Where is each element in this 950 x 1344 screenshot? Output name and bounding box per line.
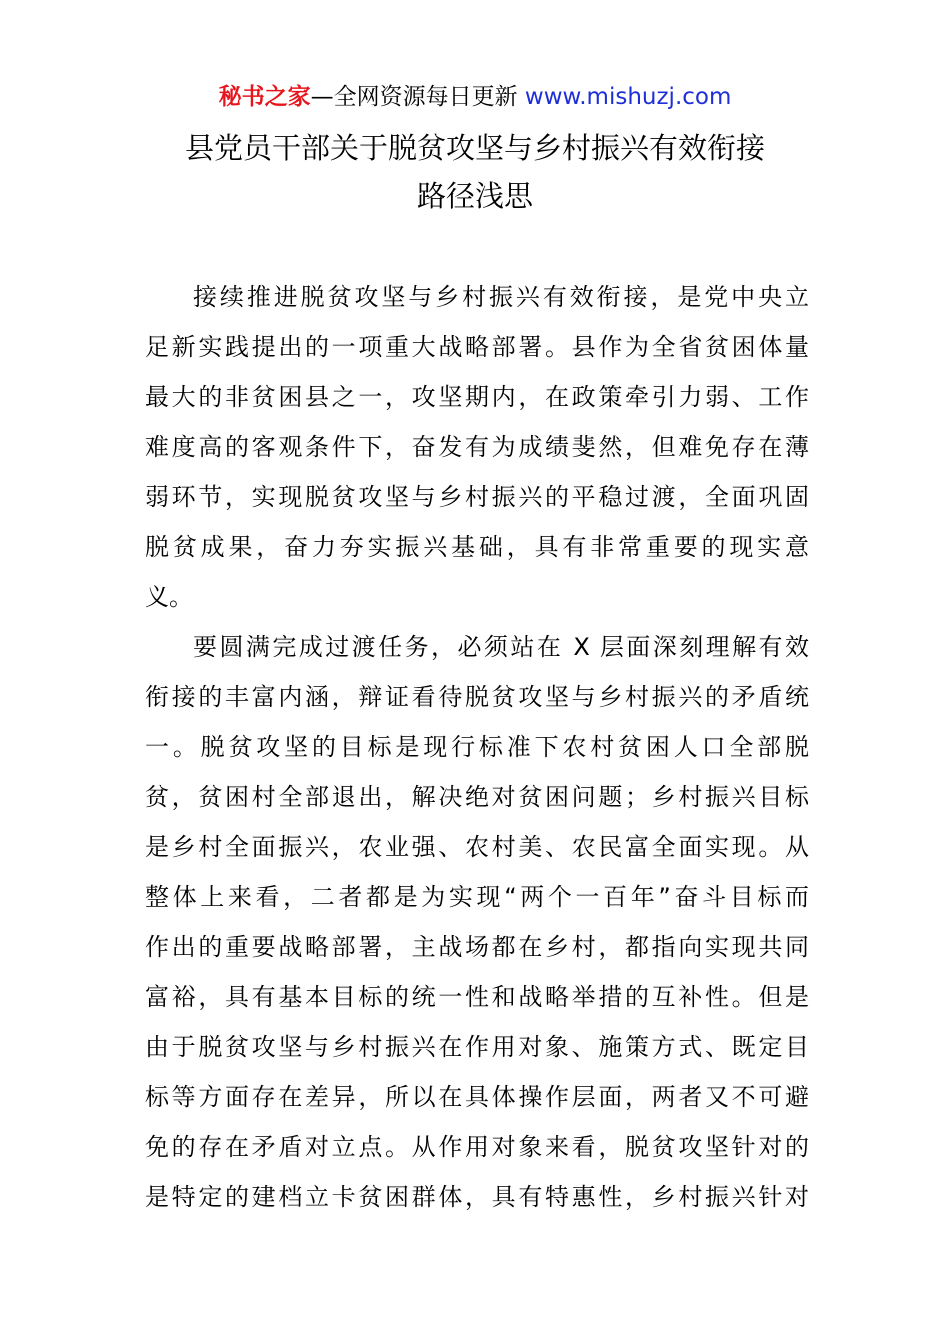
text-line: 标等方面存在差异，所以在具体操作层面，两者又不可避	[145, 1083, 809, 1111]
text-line: 整体上来看，二者都是为实现“两个一百年”奋斗目标而	[145, 883, 809, 911]
text-line: 是特定的建档立卡贫困群体，具有特惠性，乡村振兴针对	[145, 1183, 809, 1211]
text-line: 衔接的丰富内涵，辩证看待脱贫攻坚与乡村振兴的矛盾统	[145, 683, 809, 711]
text-line: 由于脱贫攻坚与乡村振兴在作用对象、施策方式、既定目	[145, 1033, 809, 1061]
paragraph-2	[145, 622, 809, 1222]
text-line: 弱环节，实现脱贫攻坚与乡村振兴的平稳过渡，全面巩固	[145, 483, 809, 511]
text-line: 最大的非贫困县之一，攻坚期内，在政策牵引力弱、工作	[145, 383, 809, 411]
text-line: 是乡村全面振兴，农业强、农村美、农民富全面实现。从	[145, 833, 809, 861]
site-url-link[interactable]: www.mishuzj.com	[524, 84, 732, 110]
text-line: 富裕，具有基本目标的统一性和战略举措的互补性。但是	[145, 983, 809, 1011]
text-line: 贫，贫困村全部退出，解决绝对贫困问题；乡村振兴目标	[145, 783, 809, 811]
paragraph-1	[145, 272, 809, 622]
text-line: 接续推进脱贫攻坚与乡村振兴有效衔接，是党中央立	[193, 283, 809, 311]
text-line: 要圆满完成过渡任务，必须站在 X 层面深刻理解有效	[193, 633, 809, 661]
text-line: 作出的重要战略部署，主战场都在乡村，都指向实现共同	[145, 933, 809, 961]
document-title	[120, 124, 830, 220]
title-line-2: 路径浅思	[416, 179, 533, 213]
title-line-1: 县党员干部关于脱贫攻坚与乡村振兴有效衔接	[184, 131, 765, 165]
banner-tagline: —全网资源每日更新	[310, 84, 518, 110]
text-line: 免的存在矛盾对立点。从作用对象来看，脱贫攻坚针对的	[145, 1133, 809, 1161]
brand-name: 秘书之家	[218, 84, 311, 110]
text-line: 足新实践提出的一项重大战略部署。县作为全省贫困体量	[145, 333, 809, 361]
site-banner	[0, 80, 950, 114]
text-line: 难度高的客观条件下，奋发有为成绩斐然，但难免存在薄	[145, 433, 809, 461]
text-line: 义。	[145, 583, 193, 611]
text-line: 一。脱贫攻坚的目标是现行标准下农村贫困人口全部脱	[145, 733, 809, 761]
text-line: 脱贫成果，奋力夯实振兴基础，具有非常重要的现实意	[145, 533, 809, 561]
document-body	[145, 272, 809, 1222]
